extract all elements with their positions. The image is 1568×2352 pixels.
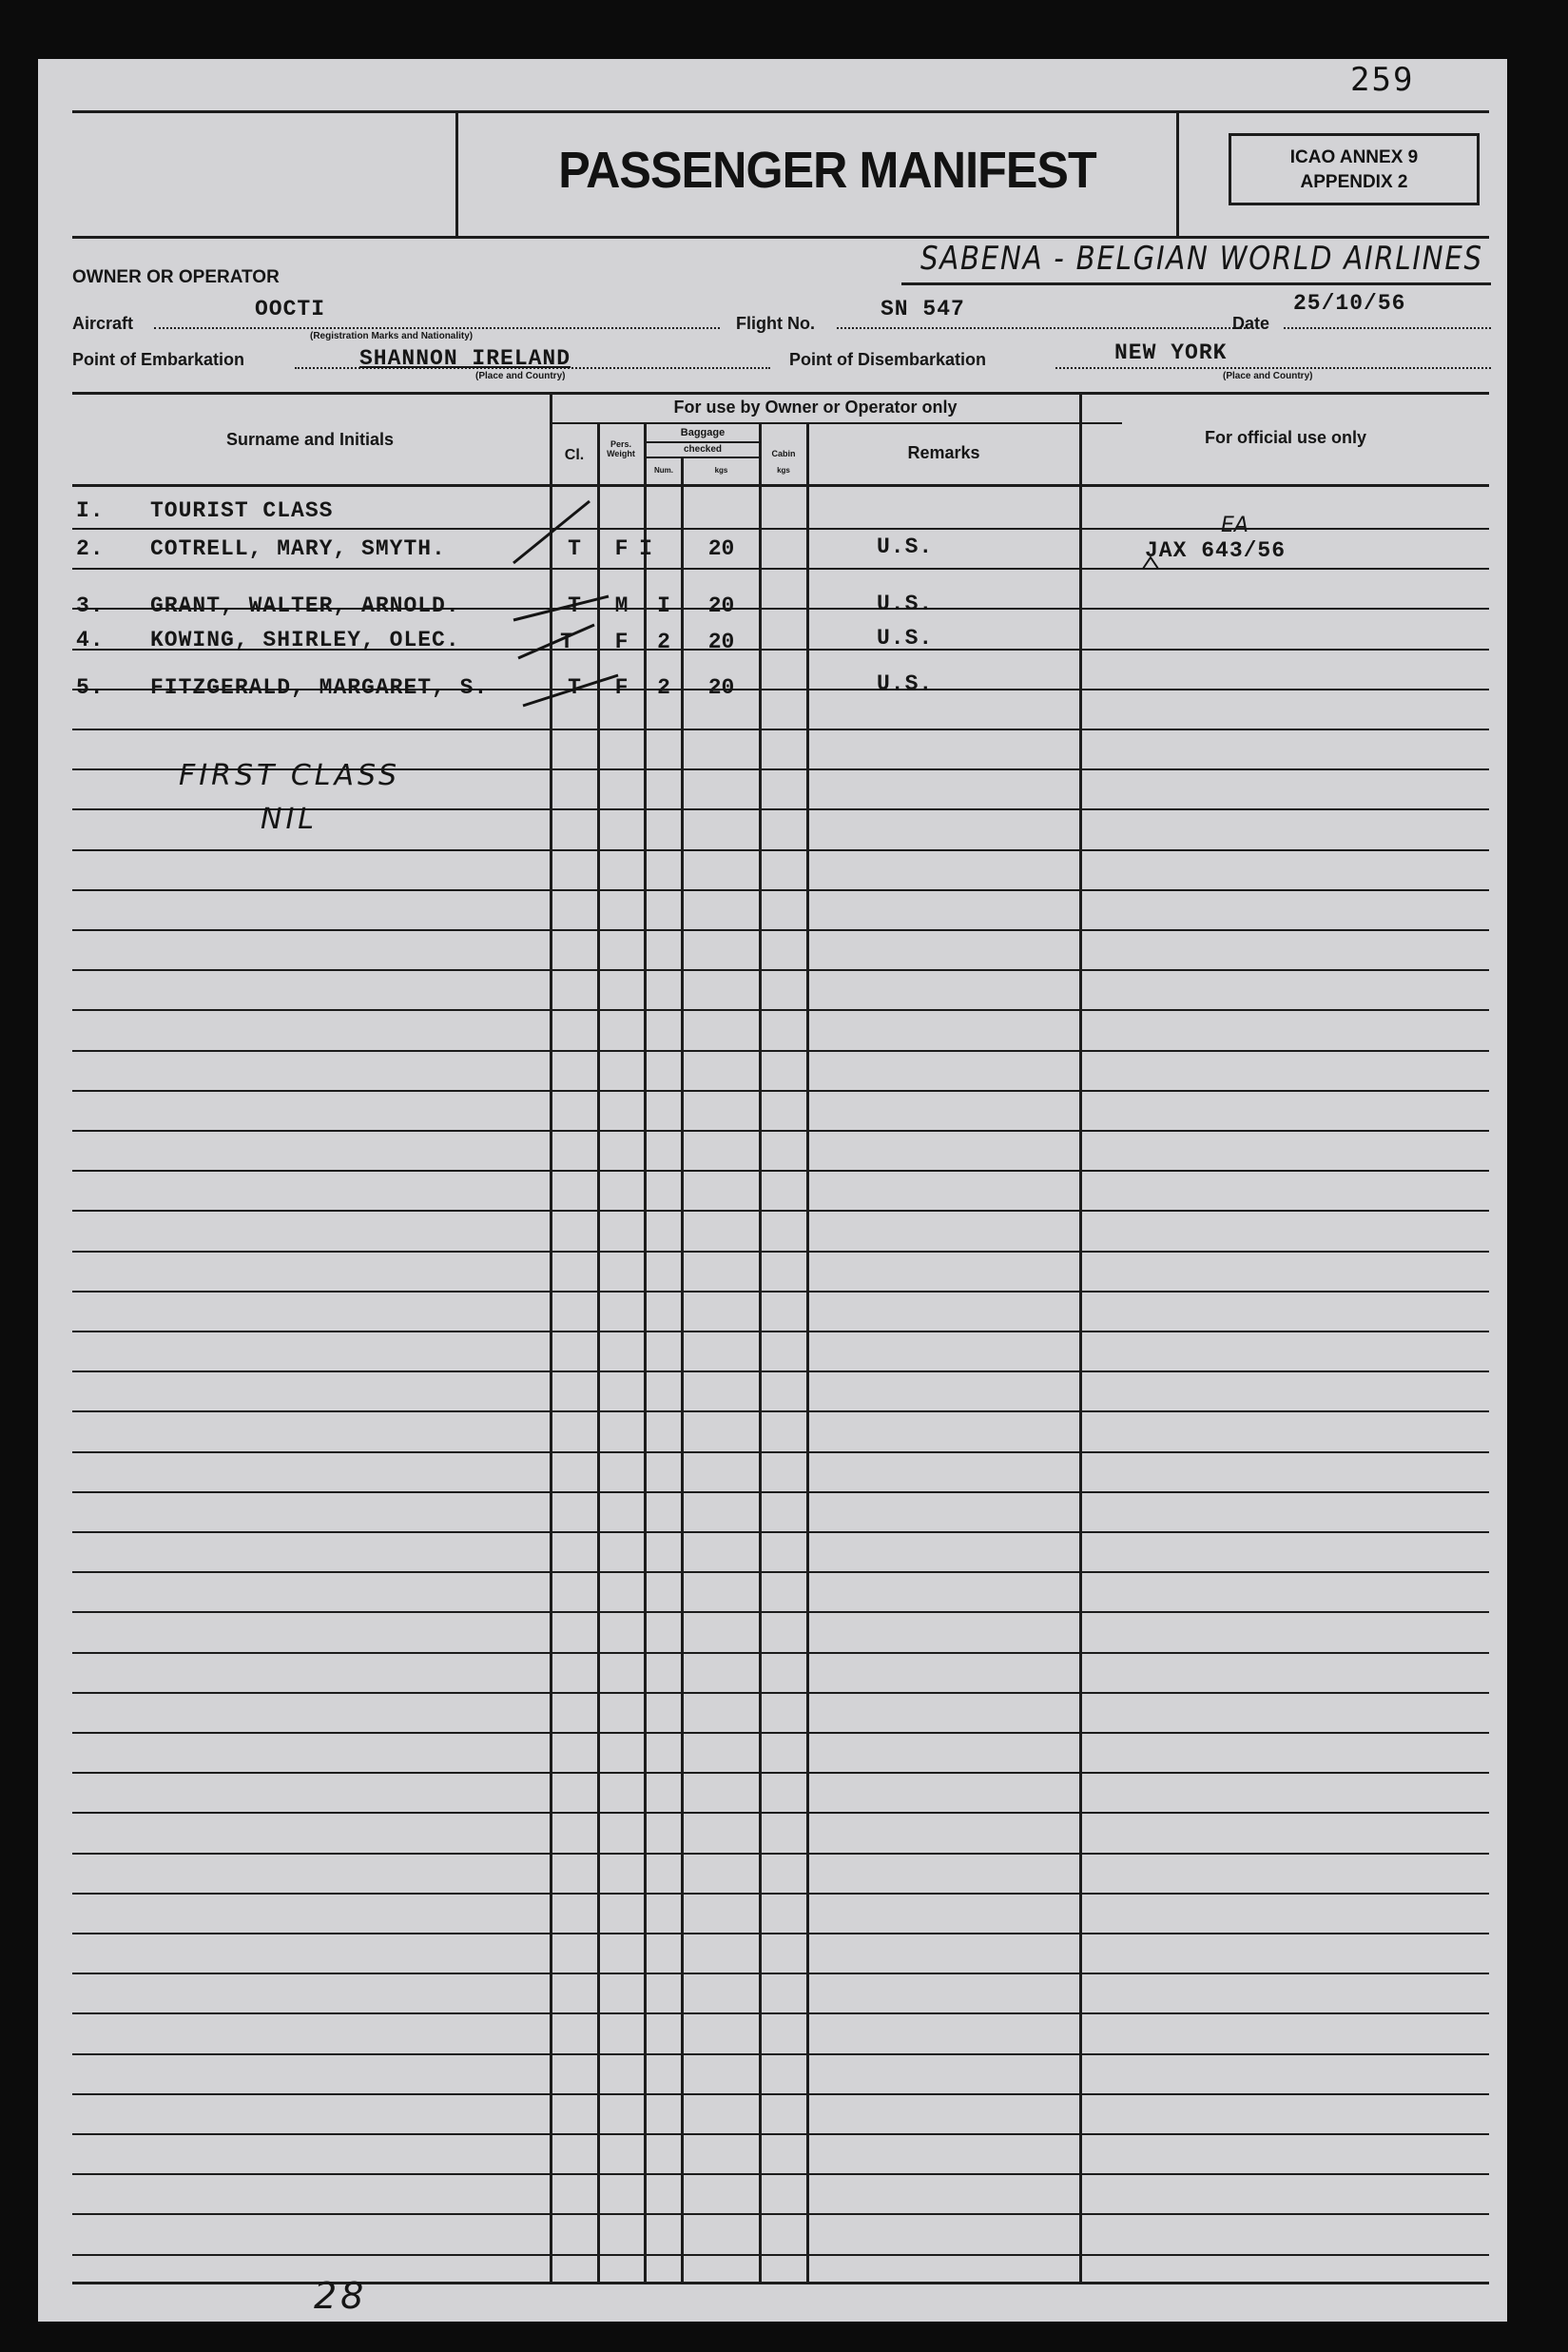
bag-num-cell: 2 (657, 675, 670, 700)
ruled-line (72, 1130, 1489, 1132)
owner-label: OWNER OR OPERATOR (72, 267, 280, 287)
check-marks (38, 59, 1507, 820)
date-value: 25/10/56 (1293, 291, 1406, 316)
col-cabin-header: Cabin (771, 449, 796, 458)
ruled-line (72, 849, 1489, 851)
weight-cell: F (614, 630, 629, 654)
ruled-line (72, 2053, 1489, 2055)
passenger-name: FITZGERALD, MARGARET, S. (150, 675, 489, 700)
bag-num-cell: 2 (657, 630, 670, 654)
nil-note: NIL (261, 803, 319, 836)
passenger-name: TOURIST CLASS (150, 498, 334, 523)
check-stroke (523, 675, 618, 706)
ruled-line (72, 1531, 1489, 1533)
row-number: 2. (76, 536, 105, 561)
ruled-line (72, 1692, 1489, 1694)
bag-num-cell: I (639, 536, 652, 561)
disembarkation-note: (Place and Country) (1223, 371, 1313, 381)
bag-kg-cell: 20 (707, 630, 735, 654)
ruled-line (72, 1732, 1489, 1734)
disembarkation-label: Point of Disembarkation (789, 350, 987, 369)
owner-use-header: For use by Owner or Operator only (673, 398, 958, 417)
ruled-line (72, 2173, 1489, 2175)
check-stroke (518, 625, 594, 658)
ruled-line (72, 1772, 1489, 1774)
remarks-cell: U.S. (877, 592, 934, 616)
caret-mark (1143, 557, 1158, 569)
passenger-name: KOWING, SHIRLEY, OLEC. (150, 628, 460, 652)
disembarkation-value: NEW YORK (1114, 340, 1228, 365)
ruled-line (72, 1009, 1489, 1011)
row-number: 3. (76, 593, 105, 618)
footer-note: 28 (314, 2275, 368, 2317)
class-cell: T (568, 536, 581, 561)
ruled-line (72, 1451, 1489, 1453)
row-number: I. (76, 498, 105, 523)
col-baggage-header: Baggage (680, 427, 726, 438)
aircraft-label: Aircraft (72, 314, 134, 333)
ruled-line (72, 1491, 1489, 1493)
ruled-line (72, 1893, 1489, 1895)
ruled-line (72, 1652, 1489, 1654)
ruled-line (72, 929, 1489, 931)
ruled-line (72, 1973, 1489, 1974)
passenger-name: COTRELL, MARY, SMYTH. (150, 536, 446, 561)
ruled-line (72, 1410, 1489, 1412)
col-official-header: For official use only (1204, 428, 1367, 447)
col-cl-header: Cl. (564, 447, 585, 463)
ruled-line (72, 889, 1489, 891)
annex-line-1: ICAO ANNEX 9 (1289, 147, 1419, 167)
date-label: Date (1232, 314, 1270, 333)
ruled-line (72, 1812, 1489, 1814)
ruled-line (72, 969, 1489, 971)
col-weight-header: Pers. Weight (607, 439, 635, 458)
ruled-line (72, 2093, 1489, 2095)
ruled-line (72, 1090, 1489, 1092)
ruled-line (72, 1331, 1489, 1332)
ruled-line (72, 2012, 1489, 2014)
ruled-line (72, 2133, 1489, 2135)
weight-cell: F (614, 536, 629, 561)
embarkation-label: Point of Embarkation (72, 350, 245, 369)
ruled-line (72, 1251, 1489, 1253)
ruled-line (72, 1853, 1489, 1855)
aircraft-note: (Registration Marks and Nationality) (310, 331, 474, 341)
bag-kg-cell: 20 (707, 593, 735, 618)
col-number-header: Num. (654, 466, 673, 475)
ruled-line (72, 1370, 1489, 1372)
col-name-header: Surname and Initials (225, 430, 395, 449)
row-number: 5. (76, 675, 105, 700)
bag-kg-cell: 20 (707, 675, 735, 700)
weight-cell: F (614, 675, 629, 700)
remarks-cell: U.S. (877, 626, 934, 651)
ruled-line (72, 1050, 1489, 1052)
ruled-line (72, 1210, 1489, 1212)
col-checked-header: checked (683, 444, 723, 455)
ruled-line (72, 1291, 1489, 1293)
remarks-cell: U.S. (877, 535, 934, 559)
ruled-line (72, 1933, 1489, 1934)
remarks-cell: U.S. (877, 671, 934, 696)
annex-line-2: APPENDIX 2 (1300, 172, 1408, 192)
check-stroke (513, 596, 609, 620)
ruled-line (72, 2254, 1489, 2256)
weight-cell: M (614, 593, 629, 618)
row-number: 4. (76, 628, 105, 652)
manifest-sheet (38, 59, 1507, 2322)
bag-num-cell: I (657, 593, 670, 618)
class-cell: T (568, 593, 581, 618)
col-remarks-header: Remarks (907, 443, 980, 462)
col-kg-header: kgs (714, 466, 728, 475)
embarkation-value: SHANNON IRELAND (359, 346, 571, 371)
class-cell: T (560, 630, 573, 654)
ruled-line (72, 1571, 1489, 1573)
flight-value: SN 547 (881, 297, 965, 321)
first-class-note: FIRST CLASS (179, 759, 401, 792)
form-title: PASSENGER MANIFEST (558, 142, 1096, 199)
flight-label: Flight No. (736, 314, 815, 333)
official-annotation: EA (1221, 514, 1249, 537)
official-cell: JAX 643/56 (1145, 538, 1287, 563)
ruled-line (72, 1170, 1489, 1172)
page-number: 259 (1350, 61, 1415, 99)
aircraft-value: OOCTI (255, 297, 326, 321)
ruled-line (72, 2213, 1489, 2215)
passenger-name: GRANT, WALTER, ARNOLD. (150, 593, 460, 618)
table-bottom-rule (72, 2282, 1489, 2284)
bag-kg-cell: 20 (707, 536, 735, 561)
check-stroke (513, 501, 590, 563)
ruled-line (72, 1611, 1489, 1613)
class-cell: T (568, 675, 581, 700)
col-cabin-kg-header: kgs (777, 466, 790, 475)
owner-value: SABENA - BELGIAN WORLD AIRLINES (920, 240, 1483, 278)
embarkation-note: (Place and Country) (475, 371, 566, 381)
